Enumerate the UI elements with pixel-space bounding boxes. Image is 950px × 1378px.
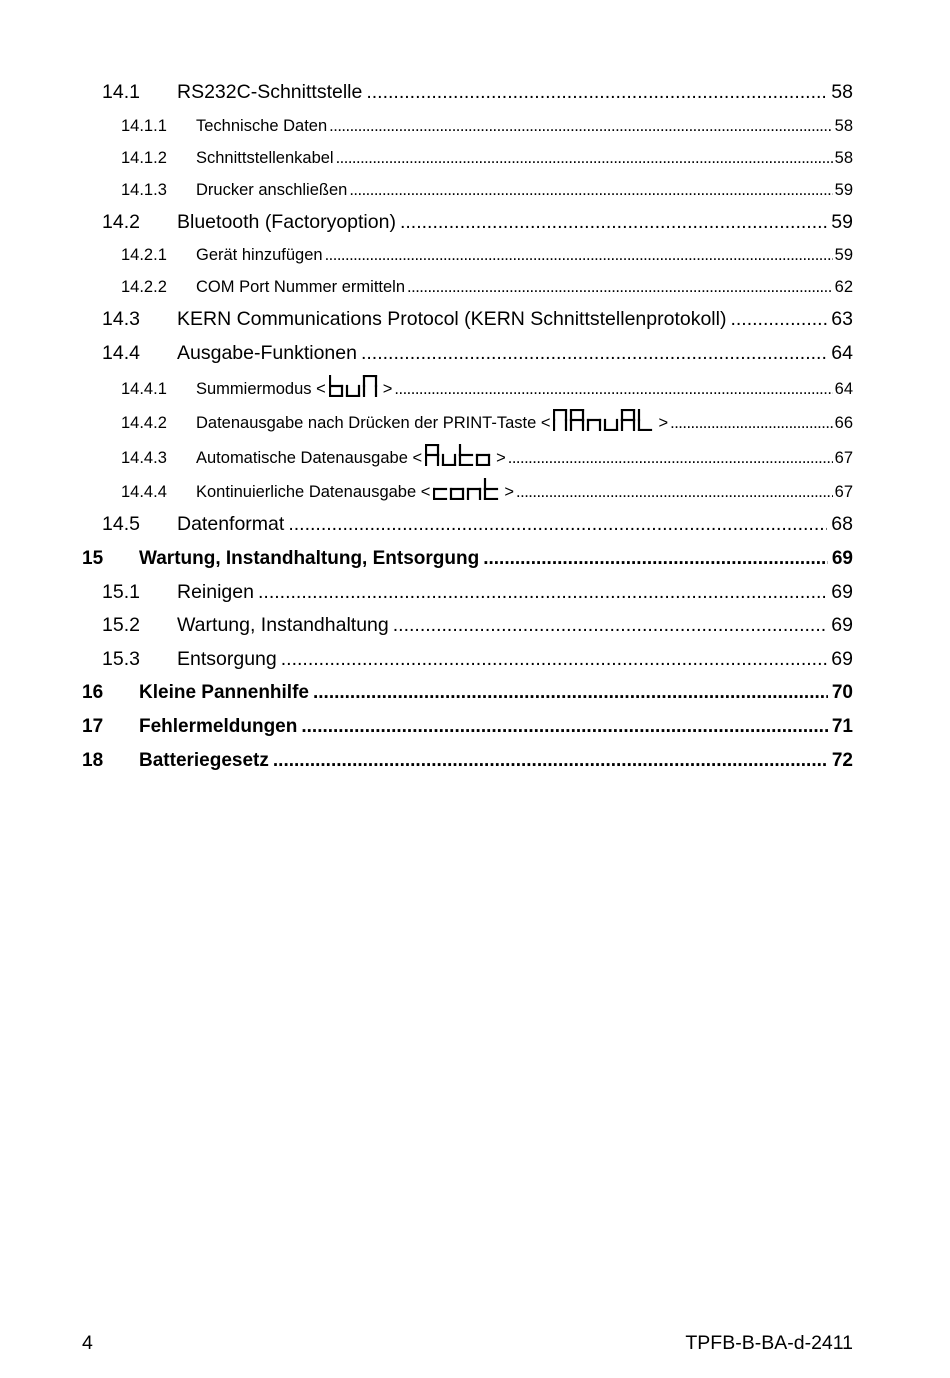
toc-entry-number: 17 xyxy=(82,716,104,738)
toc-entry-title-suffix: > xyxy=(496,448,506,467)
toc-entry-title-suffix: > xyxy=(658,414,669,433)
toc-entry-number: 14.2 xyxy=(102,210,140,233)
table-of-contents xyxy=(82,70,853,772)
toc-dot-leader xyxy=(329,117,832,136)
toc-entry-number: 14.1.2 xyxy=(121,148,167,167)
toc-entry-number: 14.2.2 xyxy=(121,278,167,297)
toc-entry-number: 14.1 xyxy=(102,81,140,104)
toc-dot-leader xyxy=(400,211,827,233)
toc-entry-page: 67 xyxy=(834,448,853,467)
toc-entry-title: Wartung, Instandhaltung xyxy=(177,614,389,637)
toc-entry-title: Reinigen xyxy=(177,580,254,603)
toc-dot-leader xyxy=(670,414,833,433)
toc-dot-leader xyxy=(325,246,833,265)
toc-entry[interactable] xyxy=(82,468,853,503)
toc-entry-title: Entsorgung xyxy=(177,647,277,670)
display-symbol-icon xyxy=(433,478,501,500)
toc-dot-leader xyxy=(407,278,833,297)
toc-entry-title: Schnittstellenkabel xyxy=(196,148,334,167)
toc-entry-number: 14.4.4 xyxy=(121,483,167,502)
toc-entry-page: 63 xyxy=(831,308,853,331)
toc-entry-page: 58 xyxy=(834,116,853,135)
toc-entry-page: 59 xyxy=(834,180,853,199)
toc-entry[interactable] xyxy=(82,399,853,434)
toc-entry-number: 15 xyxy=(82,547,104,569)
toc-entry-page: 59 xyxy=(831,210,853,233)
toc-entry-title: Fehlermeldungen xyxy=(139,716,298,738)
toc-entry-title: Datenformat xyxy=(177,513,285,536)
display-symbol-icon xyxy=(329,375,380,397)
toc-entry-title: COM Port Nummer ermitteln xyxy=(196,278,406,297)
toc-dot-leader xyxy=(273,750,828,772)
toc-entry-title: RS232C-Schnittstelle xyxy=(177,81,363,104)
toc-dot-leader xyxy=(483,548,828,570)
toc-entry-number: 14.3 xyxy=(102,308,140,331)
toc-entry-title: Bluetooth (Factoryoption) xyxy=(177,210,396,233)
toc-entry[interactable] xyxy=(82,136,853,168)
display-symbol-icon xyxy=(553,409,655,431)
toc-entry-number: 16 xyxy=(82,682,104,704)
toc-entry-title: Summiermodus < xyxy=(196,379,326,398)
toc-entry[interactable] xyxy=(82,570,853,604)
toc-entry-page: 67 xyxy=(834,483,853,502)
toc-entry-page: 69 xyxy=(831,547,853,569)
toc-entry-title: Kleine Pannenhilfe xyxy=(139,682,309,704)
toc-entry-page: 69 xyxy=(831,647,853,670)
toc-dot-leader xyxy=(281,648,828,670)
toc-entry[interactable] xyxy=(82,536,853,570)
toc-entry-title-suffix: > xyxy=(504,483,515,502)
toc-entry-number: 15.3 xyxy=(102,647,140,670)
toc-entry-number: 14.4.1 xyxy=(121,379,167,398)
toc-entry-title: Technische Daten xyxy=(196,116,328,135)
toc-entry-number: 14.1.1 xyxy=(121,116,167,135)
toc-entry-number: 14.4.2 xyxy=(121,414,167,433)
toc-entry-title-suffix: > xyxy=(382,379,393,398)
toc-entry-page: 71 xyxy=(831,716,853,738)
toc-entry-title: KERN Communications Protocol (KERN Schnittstellenprotokoll) xyxy=(177,308,727,331)
toc-dot-leader xyxy=(730,308,827,330)
toc-entry[interactable] xyxy=(82,603,853,637)
toc-entry-title: Datenausgabe nach Drücken der PRINT-Taste < xyxy=(196,414,551,433)
toc-dot-leader xyxy=(516,483,833,502)
toc-entry-page: 69 xyxy=(831,580,853,603)
toc-dot-leader xyxy=(313,682,828,704)
toc-dot-leader xyxy=(301,716,828,738)
toc-entry-title: Automatische Datenausgabe < xyxy=(196,448,423,467)
toc-entry-page: 58 xyxy=(831,81,853,104)
toc-entry-number: 15.1 xyxy=(102,580,140,603)
toc-entry[interactable] xyxy=(82,200,853,234)
toc-entry-page: 70 xyxy=(831,682,853,704)
toc-entry-number: 15.2 xyxy=(102,614,140,637)
toc-entry-title: Gerät hinzufügen xyxy=(196,246,323,265)
toc-entry-number: 18 xyxy=(82,750,104,772)
toc-dot-leader xyxy=(288,513,827,535)
footer-page-number: 4 xyxy=(82,1332,93,1354)
toc-entry-title: Kontinuierliche Datenausgabe < xyxy=(196,483,431,502)
toc-entry-page: 62 xyxy=(834,278,853,297)
toc-entry[interactable] xyxy=(82,502,853,536)
toc-entry[interactable] xyxy=(82,704,853,738)
toc-entry[interactable] xyxy=(82,70,853,104)
toc-entry-page: 72 xyxy=(831,750,853,772)
display-symbol-icon xyxy=(425,444,493,466)
toc-entry[interactable] xyxy=(82,104,853,136)
toc-entry-page: 68 xyxy=(831,513,853,536)
toc-dot-leader xyxy=(258,581,827,603)
toc-entry-title: Batteriegesetz xyxy=(139,750,269,772)
toc-dot-leader xyxy=(366,81,827,103)
page-footer xyxy=(82,1332,853,1355)
toc-entry-number: 14.4 xyxy=(102,341,140,364)
toc-dot-leader xyxy=(336,149,833,168)
toc-entry-number: 14.5 xyxy=(102,513,140,536)
toc-dot-leader xyxy=(508,449,833,468)
toc-dot-leader xyxy=(393,614,828,636)
toc-entry[interactable] xyxy=(82,233,853,265)
toc-entry-number: 14.1.3 xyxy=(121,180,167,199)
toc-entry-title: Ausgabe-Funktionen xyxy=(177,341,357,364)
toc-entry[interactable] xyxy=(82,331,853,365)
toc-entry[interactable] xyxy=(82,670,853,704)
toc-entry[interactable] xyxy=(82,297,853,331)
toc-entry[interactable] xyxy=(82,637,853,671)
toc-entry[interactable] xyxy=(82,433,853,468)
toc-entry-number: 14.2.1 xyxy=(121,246,167,265)
toc-entry-page: 58 xyxy=(834,148,853,167)
toc-dot-leader xyxy=(349,181,832,200)
toc-dot-leader xyxy=(394,380,832,399)
footer-document-code: TPFB-B-BA-d-2411 xyxy=(685,1332,853,1354)
toc-dot-leader xyxy=(361,342,827,364)
toc-entry-page: 66 xyxy=(834,414,853,433)
toc-entry-page: 59 xyxy=(834,246,853,265)
toc-entry[interactable] xyxy=(82,738,853,772)
toc-entry-number: 14.4.3 xyxy=(121,448,167,467)
toc-entry-page: 69 xyxy=(831,614,853,637)
toc-entry-page: 64 xyxy=(834,379,853,398)
toc-entry-title: Drucker anschließen xyxy=(196,180,348,199)
toc-entry-page: 64 xyxy=(831,341,853,364)
toc-entry[interactable] xyxy=(82,168,853,200)
toc-entry[interactable] xyxy=(82,265,853,297)
toc-entry[interactable] xyxy=(82,364,853,399)
toc-entry-title: Wartung, Instandhaltung, Entsorgung xyxy=(139,547,480,569)
